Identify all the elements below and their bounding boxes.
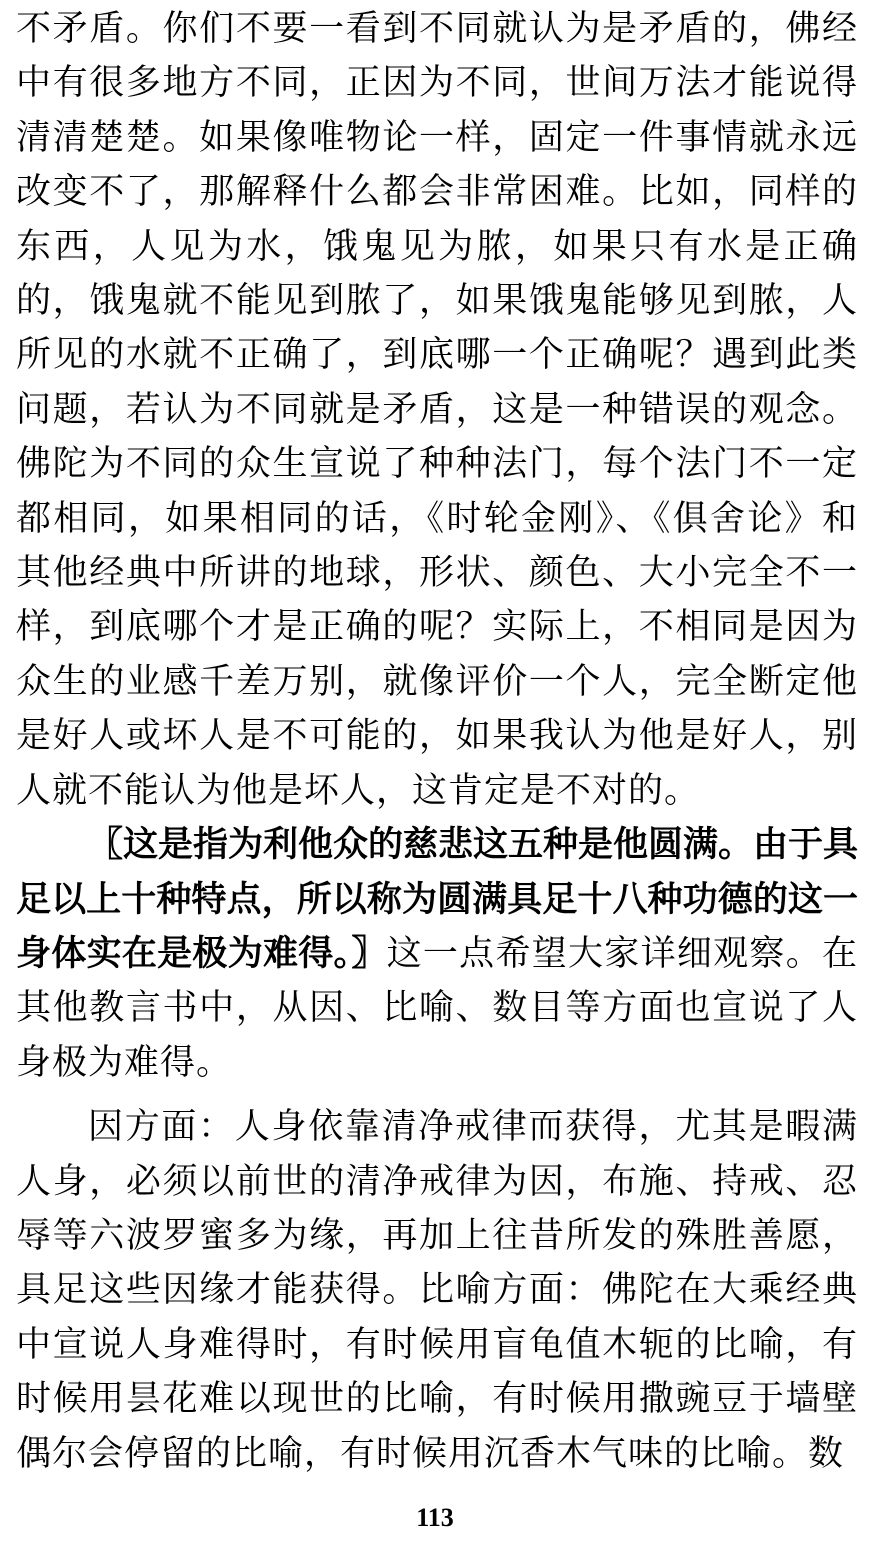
page-body bbox=[16, 2, 858, 1481]
page-number: 113 bbox=[416, 1503, 454, 1532]
commentary-text: 这一点希望大家详细观察。在其他教言书中，从因、比喻、数目等方面也宣说了人身极为难得。 bbox=[16, 933, 858, 1083]
quoted-root-text: 〖这是指为利他众的慈悲这五种是他圆满。由于具足以上十种特点，所以称为圆满具足十八种功德的这一身体实在是极为难得。〗 bbox=[16, 824, 859, 974]
paragraph-2 bbox=[16, 818, 858, 1090]
paragraph-1: 不矛盾。你们不要一看到不同就认为是矛盾的，佛经中有很多地方不同，正因为不同，世间万法才能说得清清楚楚。如果像唯物论一样，固定一件事情就永远改变不了，那解释什么都会非常困难。比如，同样的东西，人见为水，饿鬼见为脓，如果只有水是正确的，饿鬼就不能见到脓了，如果饿鬼能够见到脓，人所见的水就不正确了，到底哪一个正确呢？遇到此类问题，若认为不同就是矛盾，这是一种错误的观念。佛陀为不同的众生宣说了种种法门，每个法门不一定都相同，如果相同的话，《时轮金刚》、《俱舍论》和其他经典中所讲的地球，形状、颜色、大小完全不一样，到底哪个才是正确的呢？实际上，不相同是因为众生的业感千差万别，就像评价一个人，完全断定他是好人或坏人是不可能的，如果我认为他是好人，别人就不能认为他是坏人，这肯定是不对的。 bbox=[16, 9, 858, 811]
paragraph-3: 因方面：人身依靠清净戒律而获得，尤其是暇满人身，必须以前世的清净戒律为因，布施、持戒、忍辱等六波罗蜜多为缘，再加上往昔所发的殊胜善愿，具足这些因缘才能获得。比喻方面：佛陀在大乘经典中宣说人身难得时，有时候用盲龟值木轭的比喻，有时候用昙花难以现世的比喻，有时候用撒豌豆于墙壁偶尔会停留的比喻，有时候用沉香木气味的比喻。数 bbox=[16, 1107, 858, 1474]
